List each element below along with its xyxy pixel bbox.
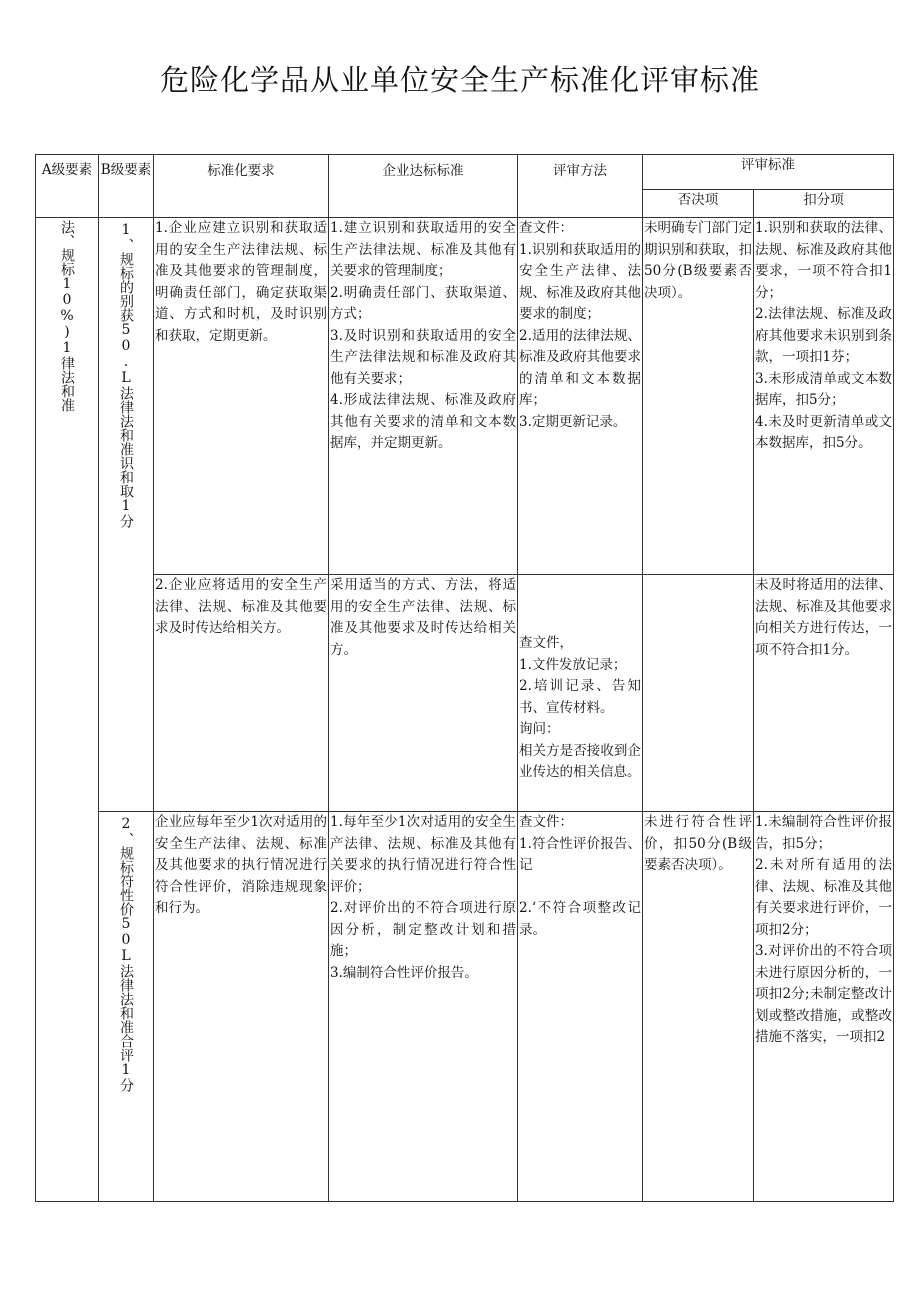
- b2-method: 查文件： 1.符合性评价报告、记 2.‘不符合项整改记录。: [518, 812, 643, 1202]
- b1-row1-deduction: 1.识别和获取的法律、法规、标准及政府其他要求，一项不符合扣1分； 2.法律法规、标准及政府其他要求未识别到条款，一项扣1芬； 3.未形成清单或文本数据库，扣5分； 4.未及时更新清单或文本数据库，扣5分。: [754, 218, 894, 575]
- header-b-element: B级要素: [99, 155, 154, 218]
- b1-element-label: 1、规标的别获50.L法律法和准识和取1分: [118, 222, 134, 528]
- header-criteria: 评审标准: [643, 155, 894, 190]
- b1-row2-deduction: 未及时将适用的法律、法规、标准及其他要求向相关方进行传达，一项不符合扣1分。: [754, 575, 894, 812]
- header-veto: 否决项: [643, 190, 754, 218]
- b1-element-cell: [99, 218, 154, 812]
- b2-enterprise-standard: 1.每年至少1次对适用的安全生产法律、法规、标准及其他有关要求的执行情况进行符合性评价； 2.对评价出的不符合项进行原因分析，制定整改计划和措施； 3.编制符合性评价报告。: [329, 812, 518, 1202]
- b1-row2-veto: [643, 575, 754, 812]
- b2-element-label: 2、规标符性价50L法律法和准合评1分: [118, 816, 134, 1092]
- b1-row1-veto: 未明确专门部门定期识别和获取，扣50分(B级要素否决项）。: [643, 218, 754, 575]
- a-element-cell: [36, 218, 99, 1202]
- b1-row2-requirement: 2.企业应将适用的安全生产法律、法规、标准及其他要求及时传达给相关方。: [154, 575, 329, 812]
- b2-requirement: 企业应每年至少1次对适用的安全生产法律、法规、标准及其他要求的执行情况进行符合性评价，消除违规现象和行为。: [154, 812, 329, 1202]
- a-element-label: 法、规标10%)1律法和准: [59, 220, 75, 412]
- b1-row2-method: 查文件， 1.文件发放记录； 2.培训记录、告知书、宣传材料。 询问： 相关方是否接收到企业传达的相关信息。: [518, 575, 643, 812]
- header-deduction: 扣分项: [754, 190, 894, 218]
- header-method: 评审方法: [518, 155, 643, 218]
- header-enterprise-standard: 企业达标标准: [329, 155, 518, 218]
- header-requirement: 标准化要求: [154, 155, 329, 218]
- b2-element-cell: [99, 812, 154, 1202]
- document-title: 危险化学品从业单位安全生产标准化评审标准: [159, 63, 760, 97]
- b2-veto: 未进行符合性评价，扣50分(B级要素否决项）。: [643, 812, 754, 1202]
- b1-row1-method: 查文件： 1.识别和获取适用的安全生产法律、法规、标准及政府其他要求的制度； 2.适用的法律法规、标准及政府其他要求的清单和文本数据库； 3.定期更新记录。: [518, 218, 643, 575]
- review-standard-table: [35, 154, 894, 1202]
- b1-row1-requirement: 1.企业应建立识别和获取适用的安全生产法律法规、标准及其他要求的管理制度，明确责任部门，确定获取渠道、方式和时机，及时识别和获取，定期更新。: [154, 218, 329, 575]
- b1-row2-enterprise-standard: 采用适当的方式、方法，将适用的安全生产法律、法规、标准及其他要求及时传达给相关方。: [329, 575, 518, 812]
- header-a-element: A级要素: [36, 155, 99, 218]
- b2-deduction: 1.未编制符合性评价报告，扣5分； 2.未对所有适用的法律、法规、标准及其他有关要求进行评价，一项扣2分； 3.对评价出的不符合项未进行原因分析的，一项扣2分;未制定整改计划或整改措施，或整改措施不落实，一项扣2: [754, 812, 894, 1202]
- b1-row1-enterprise-standard: 1.建立识别和获取适用的安全生产法律法规、标准及其他有关要求的管理制度； 2.明确责任部门、获取渠道、方式； 3.及时识别和获取适用的安全生产法律法规和标准及政府其他有关要求； 4.形成法律法规、标准及政府其他有关要求的清单和文本数据库，并定期更新。: [329, 218, 518, 575]
